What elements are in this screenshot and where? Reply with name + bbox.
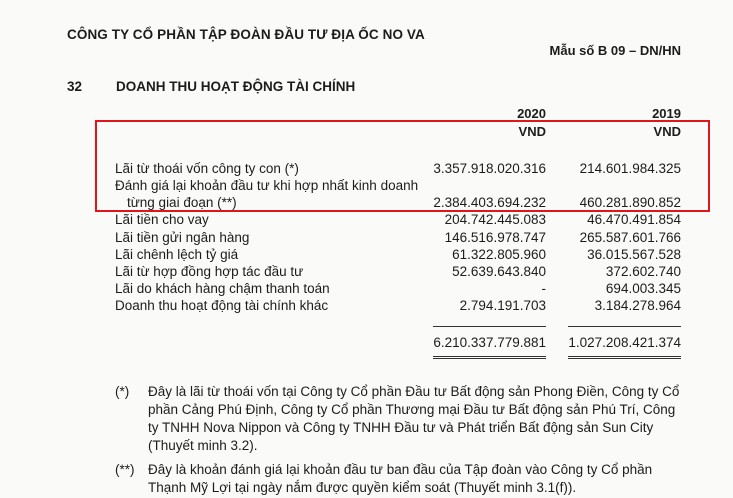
table-cell-2019: 694.003.345 xyxy=(605,281,681,296)
form-code: Mẫu số B 09 – DN/HN xyxy=(549,43,681,58)
note-mark: (**) xyxy=(115,462,135,477)
table-cell-2020: 146.516.978.747 xyxy=(444,230,546,245)
section-number: 32 xyxy=(67,79,83,94)
table-cell-2019: 36.015.567.528 xyxy=(587,247,681,262)
table-row-label: Lãi từ thoái vốn công ty con (*) xyxy=(115,161,299,176)
table-cell-2020: 61.322.805.960 xyxy=(452,247,546,262)
section-title: DOANH THU HOẠT ĐỘNG TÀI CHÍNH xyxy=(116,79,356,94)
table-cell-2020: 2.384.403.694.232 xyxy=(433,195,546,210)
table-cell-2020: 2.794.191.703 xyxy=(459,298,546,313)
table-cell-2019: 372.602.740 xyxy=(605,264,681,279)
table-row-label: Đánh giá lại khoản đầu tư khi hợp nhất kinh doanh xyxy=(115,178,419,193)
table-row-label-cont: từng giai đoạn (**) xyxy=(127,195,237,210)
column-year-2019: 2019 xyxy=(652,106,681,121)
table-row-label: Lãi tiền cho vay xyxy=(115,212,209,227)
table-cell-2019: 460.281.890.852 xyxy=(579,195,681,210)
table-cell-2019: 214.601.984.325 xyxy=(579,161,681,176)
total-double-rule-2019-b xyxy=(568,358,681,359)
note-text: Đây là khoản đánh giá lại khoản đầu tư ban đầu của Tập đoàn vào Công ty Cổ phần Thạnh Mỹ Lợi tại ngày nắm được quyền kiểm soát (Thuyết minh 3.1(f)). xyxy=(148,462,653,495)
highlight-box xyxy=(95,120,710,212)
table-row-label: Lãi do khách hàng chậm thanh toán xyxy=(115,281,330,296)
company-name: CÔNG TY CỔ PHẦN TẬP ĐOÀN ĐẦU TƯ ĐỊA ỐC NO VA xyxy=(67,27,425,42)
table-row-label: Doanh thu hoạt động tài chính khác xyxy=(115,298,329,313)
note-text: Đây là lãi từ thoái vốn tại Công ty Cổ phần Đầu tư Bất động sản Phong Điền, Công ty Cổ phần Cảng Phú Định, Công ty Cổ phần Thương mại Đầu tư Bất động sản Phú Trí, Công ty TNHH Nova Nippon và Công ty TNHH Đầu tư và Phát triển Bất động sản Sun City (Thuyết minh 3.2). xyxy=(148,384,680,453)
column-year-2020: 2020 xyxy=(517,106,546,121)
total-double-rule-2019-a xyxy=(568,356,681,357)
total-2019: 1.027.208.421.374 xyxy=(568,335,681,350)
table-cell-2019: 3.184.278.964 xyxy=(594,298,681,313)
table-row-label: Lãi tiền gửi ngân hàng xyxy=(115,230,250,245)
table-cell-2020: 3.357.918.020.316 xyxy=(433,161,546,176)
table-row-label: Lãi chênh lệch tỷ giá xyxy=(115,247,239,262)
table-cell-2020: 204.742.445.083 xyxy=(444,212,546,227)
table-row-label: Lãi từ hợp đồng hợp tác đầu tư xyxy=(115,264,304,279)
column-unit-2020: VND xyxy=(518,124,546,139)
total-rule-2019 xyxy=(568,326,681,327)
table-cell-2020: - xyxy=(541,281,546,296)
total-2020: 6.210.337.779.881 xyxy=(433,335,546,350)
table-cell-2019: 46.470.491.854 xyxy=(587,212,681,227)
column-unit-2019: VND xyxy=(653,124,681,139)
total-double-rule-2020-b xyxy=(433,358,546,359)
table-cell-2020: 52.639.643.840 xyxy=(452,264,546,279)
table-cell-2019: 265.587.601.766 xyxy=(579,230,681,245)
total-double-rule-2020-a xyxy=(433,356,546,357)
note-mark: (*) xyxy=(115,384,130,399)
total-rule-2020 xyxy=(433,326,546,327)
